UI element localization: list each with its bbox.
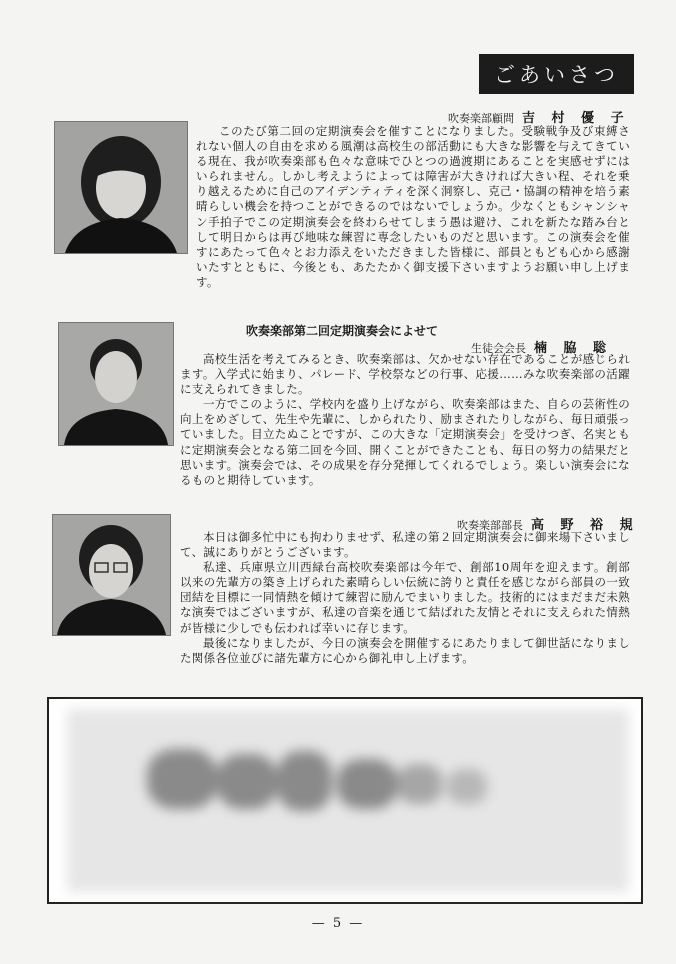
advisor-role: 吹奏楽部顧問 [448, 112, 514, 125]
club-president-name: 高 野 裕 規 [531, 518, 639, 533]
page-title: ごあいさつ [479, 54, 634, 94]
portrait-photo-advisor [54, 121, 188, 254]
paragraph: 本日は御多忙中にも拘わりませず、私達の第２回定期演奏会に御来場下さいまして、誠にありがとうございます。 [180, 530, 630, 560]
page-number: — 5 — [311, 916, 365, 931]
group-photo-blurred [67, 709, 629, 892]
club-president-role: 吹奏楽部部長 [457, 519, 523, 532]
club-president-message [180, 530, 630, 666]
group-photo-frame [47, 697, 643, 904]
section-heading: 吹奏楽部第二回定期演奏会によせて [246, 324, 439, 338]
paragraph: 高校生活を考えてみるとき、吹奏楽部は、欠かせない存在であることが感じられます。入学式に始まり、パレード、学校祭などの行事、応援……みな吹奏楽部の活躍に支えられてきました。 [180, 352, 630, 397]
portrait-photo-student-council [58, 322, 174, 446]
advisor-name: 吉 村 優 子 [522, 111, 630, 126]
student-council-message [180, 352, 630, 488]
paragraph: 一方でこのように、学校内を盛り上げながら、吹奏楽部はまた、自らの芸術性の向上をめざして、先生や先輩に、しかられたり、励まされたりしながら、毎日頑張っていました。目立たぬことですが、この大きな「定期演奏会」を受けつぎ、名実ともに定期演奏会となる第二回を今回、開くことができたことも、毎日の努力の結果だと思います。演奏会では、その成果を存分発揮してくれるでしょう。楽しい演奏会になるものと期待しています。 [180, 397, 630, 487]
paragraph: 最後になりましたが、今日の演奏会を開催するにあたりまして御世話になりました関係各位並びに諸先輩方に心から御礼申し上げます。 [180, 635, 630, 665]
paragraph: このたび第二回の定期演奏会を催すことになりました。受験戦争及び束縛されない個人の自由を求める風潮は高校生の部活動にも大きな影響を与えてきている現在、我が吹奏楽部も色々な意味でひとつの過渡期にあることを実感せずにはいられません。しかし考えようによっては障害が大きければ大きい程、それを乗り越えるために自己のアイデンティティを深く洞察し、克己・協調の精神を培う素晴らしい機会を持つことができるのではないでしょうか。少なくともシャンシャン手拍子でこの定期演奏会を終わらせてしまう愚は避け、これを新たな踏み台として明日からは再び地味な練習に専念したいものだと思います。この演奏会を催すにあたって色々とお力添えをいただきました皆様に、部員ともども心から感謝いたすとともに、今後とも、あたたかく御支援下さいますようお願い申し上げます。 [196, 124, 630, 289]
portrait-photo-club-president [52, 514, 171, 636]
advisor-message [196, 124, 630, 290]
student-council-name: 楠 脇 聡 [534, 341, 613, 356]
paragraph: 私達、兵庫県立川西緑台高校吹奏楽部は今年で、創部10周年を迎えます。創部以来の先輩方の築き上げられた素晴らしい伝統に誇りと責任を感じながら部員の一致団結を目標に一同情熱を傾けて練習に励んでまいりました。技術的にはまだまだ未熟な演奏ではございますが、私達の音楽を通じて結ばれた友情とそれに支えられた情熱が皆様に少しでも伝われば幸いに存じます。 [180, 560, 630, 635]
student-council-role: 生徒会会長 [471, 342, 526, 355]
